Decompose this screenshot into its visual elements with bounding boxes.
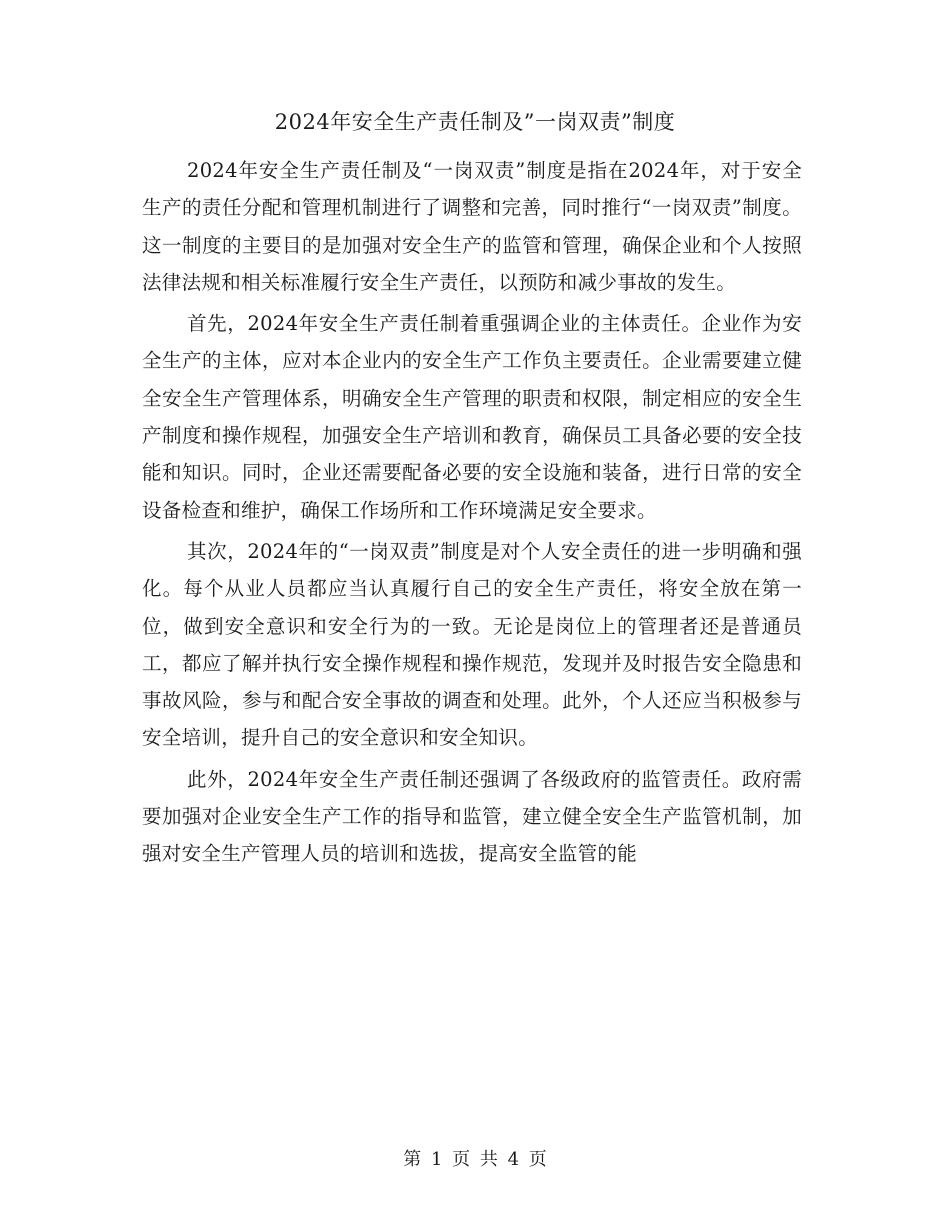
document-title: 2024年安全生产责任制及”一岗双责”制度: [274, 110, 676, 134]
document-body: [142, 152, 802, 877]
paragraph-intro: 2024年安全生产责任制及“一岗双责”制度是指在2024年，对于安全生产的责任分配和管理机制进行了调整和完善，同时推行“一岗双责”制度。这一制度的主要目的是加强对安全生产的监管和管理，确保企业和个人按照法律法规和相关标准履行安全生产责任，以预防和减少事故的发生。: [142, 159, 802, 294]
paragraph-government-supervision: 此外，2024年安全生产责任制还强调了各级政府的监管责任。政府需要加强对企业安全生产工作的指导和监管，建立健全安全生产监管机制，加强对安全生产管理人员的培训和选拔，提高安全监管的能: [142, 767, 802, 866]
paragraph-enterprise-responsibility: 首先，2024年安全生产责任制着重强调企业的主体责任。企业作为安全生产的主体，应对本企业内的安全生产工作负主要责任。企业需要建立健全安全生产管理体系，明确安全生产管理的职责和权限，制定相应的安全生产制度和操作规程，加强安全生产培训和教育，确保员工具备必要的安全技能和知识。同时，企业还需要配备必要的安全设施和装备，进行日常的安全设备检查和维护，确保工作场所和工作环境满足安全要求。: [142, 312, 802, 522]
page-number-footer: 第 1 页 共 4 页: [403, 1149, 547, 1170]
paragraph-one-post-two-duties: 其次，2024年的“一岗双责”制度是对个人安全责任的进一步明确和强化。每个从业人员都应当认真履行自己的安全生产责任，将安全放在第一位，做到安全意识和安全行为的一致。无论是岗位上的管理者还是普通员工，都应了解并执行安全操作规程和操作规范，发现并及时报告安全隐患和事故风险，参与和配合安全事故的调查和处理。此外，个人还应当积极参与安全培训，提升自己的安全意识和安全知识。: [142, 539, 802, 750]
